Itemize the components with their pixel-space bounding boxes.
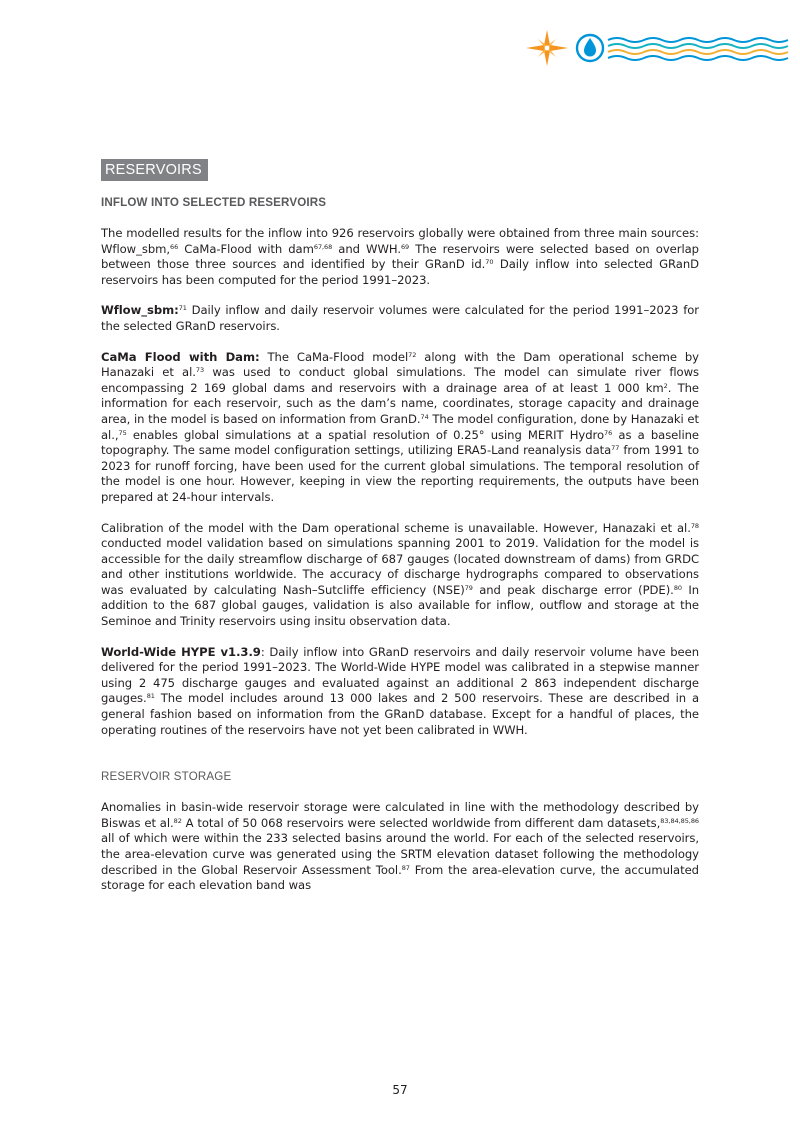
paragraph-wflow-sbm: Wflow_sbm:$^{71}$ Daily inflow and daily reservoir volumes were calculated for the period 1991–2023 for the selected GRanD reservoirs. — [101, 303, 699, 333]
paragraph-world-wide-hype: World-Wide HYPE v1.3.9: Daily inflow into GRanD reservoirs and daily reservoir volume have been delivered for the period 1991–2023. The World-Wide HYPE model was calibrated in a stepwise manner using 2 475 discharge gauges and evaluated against an additional 2 863 independent discharge gauges.$^{81}$ The model includes around 13 000 lakes and 2 500 reservoirs. These are described in a general fashion based on information from the GRanD database. Except for a handful of places, the operating routines of the reservoirs have not yet been calibrated in WWH. — [101, 644, 699, 737]
subheading-inflow: INFLOW INTO SELECTED RESERVOIRS — [101, 196, 327, 209]
section-label: RESERVOIRS — [101, 159, 699, 181]
header-ornament — [520, 24, 800, 74]
paragraph-reservoir-storage: Anomalies in basin-wide reservoir storage were calculated in line with the methodology described by Biswas et al.$^{82}$ A total of 50 068 reservoirs were selected worldwide from different dam datasets,$^{83,84,85,86}$ all of which were within the 233 selected basins around the world. For each of the selected reservoirs, the area-elevation curve was generated using the SRTM elevation dataset following the methodology described in the Global Reservoir Assessment Tool.$^{87}$ From the area-elevation curve, the accumulated storage for each elevation band was — [101, 800, 699, 893]
paragraph-inflow-sources: The modelled results for the inflow into 926 reservoirs globally were obtained from three main sources: Wflow_sbm,$^{66}$ CaMa-Flood with dam$^{67,68}$ and WWH.$^{69}$ The reservoirs were selected based on overlap between those three sources and identified by their GRanD id.$^{70}$ Daily inflow into selected GRanD reservoirs has been computed for the period 1991–2023. — [101, 226, 699, 287]
page-content — [101, 159, 699, 894]
compass-star-icon — [526, 30, 568, 66]
subheading-reservoir-storage: RESERVOIR STORAGE — [101, 770, 232, 784]
paragraph-cama-flood: CaMa Flood with Dam: The CaMa-Flood model$^{72}$ along with the Dam operational scheme by Hanazaki et al.$^{73}$ was used to conduct global simulations. The model can simulate river flows encompassing 2 169 global dams and reservoirs with a drainage area of at least 1 000 $km^2$. The information for each reservoir, such as the dam’s name, coordinates, storage capacity and drainage area, in the model is based on information from GranD.$^{74}$ The model configuration, done by Hanazaki et al.,$^{75}$ enables global simulations at a spatial resolution of 0.25° using MERIT Hydro$^{76}$ as a baseline topography. The same model configuration settings, utilizing ERA5-Land reanalysis data$^{77}$ from 1991 to 2023 for runoff forcing, have been used for the current global simulations. The temporal resolution of the model is one hour. However, keeping in view the reporting requirements, the outputs have been prepared at 24-hour intervals. — [101, 349, 699, 504]
paragraph-calibration: Calibration of the model with the Dam operational scheme is unavailable. However, Hanazaki et al.$^{78}$ conducted model validation based on simulations spanning 2001 to 2019. Validation for the model is accessible for the daily streamflow discharge of 687 gauges (located downstream of dams) from GRDC and other institutions worldwide. The accuracy of discharge hydrographs compared to observations was evaluated by calculating Nash–Sutcliffe efficiency (NSE)$^{79}$ and peak discharge error (PDE).$^{80}$ In addition to the 687 global gauges, validation is also available for inflow, outflow and storage at the Seminoe and Trinity reservoirs using insitu observation data. — [101, 520, 699, 629]
wave-lines-icon — [608, 38, 788, 60]
page-number: 57 — [392, 1083, 408, 1097]
water-drop-icon — [577, 35, 603, 61]
